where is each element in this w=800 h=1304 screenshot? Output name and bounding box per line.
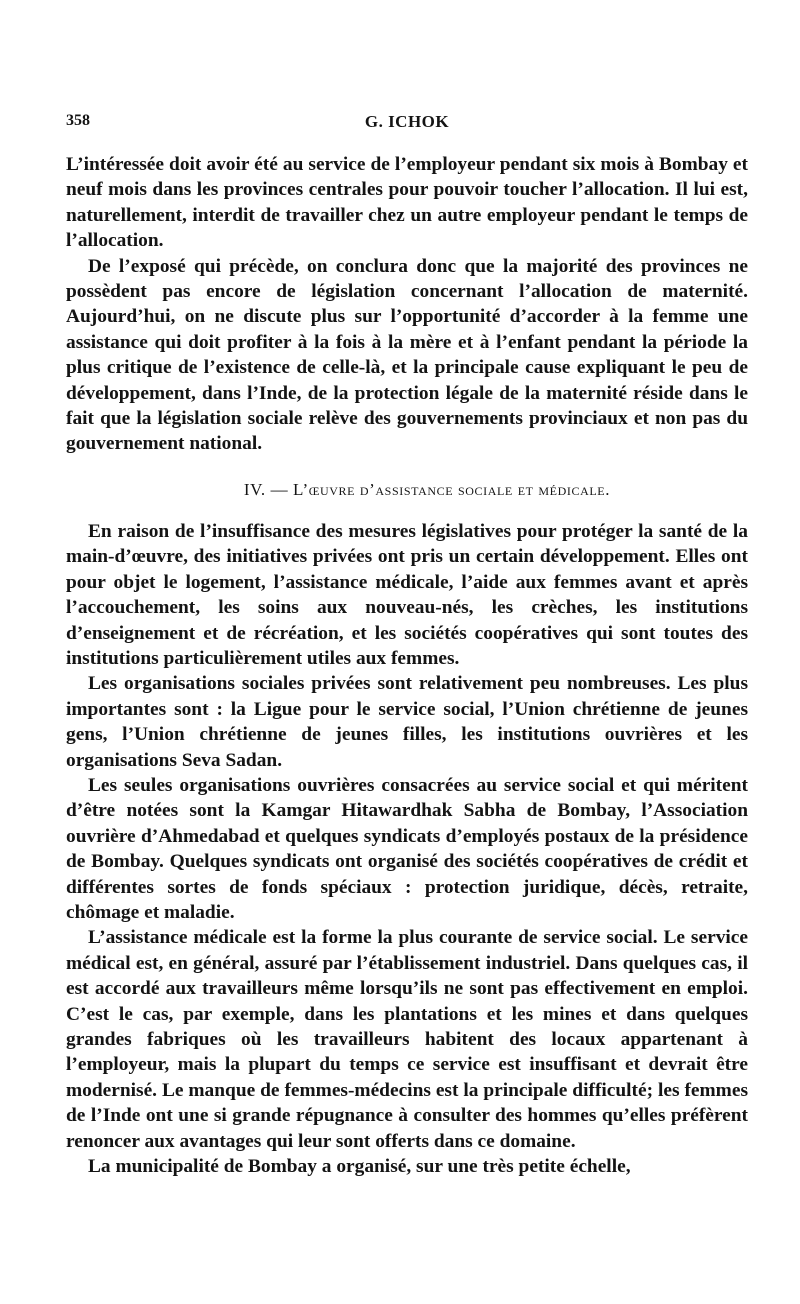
paragraph-social-organisations: Les organisations sociales privées sont relativement peu nombreuses. Les plus importantes sont : la Ligue pour le service social, l’Union chrétienne de jeunes gens, l’Union chrétienne de jeunes filles, les institutions ouvrières et les organisations Seva Sadan. <box>66 673 748 771</box>
body-text <box>66 152 748 1179</box>
running-head <box>66 104 748 152</box>
section-heading: IV. — L’œuvre d’assistance sociale et médicale. <box>243 479 611 499</box>
paragraph-bombay-municipality: La municipalité de Bombay a organisé, sur une très petite échelle, <box>88 1156 631 1178</box>
paragraph-eligibility: L’intéressée doit avoir été au service de l’employeur pendant six mois à Bombay et neuf mois dans les provinces centrales pour pouvoir toucher l’allocation. Il lui est, naturellement, interdit de travailler chez un autre employeur pendant le temps de l’allocation. <box>66 154 748 252</box>
paragraph-medical-assistance: L’assistance médicale est la forme la plus courante de service social. Le service médical est, en général, assuré par l’établissement industriel. Dans quelques cas, il est accordé aux travailleurs même lorsqu’ils ne sont pas effectivement en emploi. C’est le cas, par exemple, dans les plantations et les mines et dans quelques grandes fabriques où les travailleurs habitent des locaux appartenant à l’employeur, mais la plupart du temps ce service est insuffisant et devrait être modernisé. Le manque de femmes-médecins est la principale difficulté; les femmes de l’Inde ont une si grande répugnance à consulter des hommes qu’elles préfèrent renoncer aux avantages qui leur sont offerts dans ce domaine. <box>66 927 748 1152</box>
book-page <box>66 104 748 1179</box>
paragraph-maternity-legislation: De l’exposé qui précède, on conclura donc que la majorité des provinces ne possèdent pas encore de législation concernant l’allocation de maternité. Aujourd’hui, on ne discute plus sur l’opportunité d’accorder à la femme une assistance qui doit profiter à la fois à la mère et à l’enfant pendant la période la plus critique de l’existence de celle-là, et la principale cause expliquant le peu de développement, dans l’Inde, de la protection légale de la maternité réside dans le fait que la législation sociale relève des gouvernements provinciaux et non pas du gouvernement national. <box>66 255 748 455</box>
paragraph-private-initiatives: En raison de l’insuffisance des mesures législatives pour protéger la santé de la main-d’œuvre, des initiatives privées ont pris un certain développement. Elles ont pour objet le logement, l’assistance médicale, l’aide aux femmes avant et après l’accouchement, les soins aux nouveau-nés, les crèches, les institutions d’enseignement et de récréation, et les sociétés coopératives qui sont toutes des institutions particulièrement utiles aux femmes. <box>66 520 748 669</box>
running-title: G. ICHOK <box>364 112 450 131</box>
page-number: 358 <box>66 112 90 129</box>
paragraph-workers-organisations: Les seules organisations ouvrières consacrées au service social et qui méritent d’être notées sont la Kamgar Hitawardhak Sabha de Bombay, l’Association ouvrière d’Ahmedabad et quelques syndicats d’employés postaux de la présidence de Bombay. Quelques syndicats ont organisé des sociétés coopératives de crédit et différentes sortes de fonds spéciaux : protection juridique, décès, retraite, chômage et maladie. <box>66 774 748 923</box>
